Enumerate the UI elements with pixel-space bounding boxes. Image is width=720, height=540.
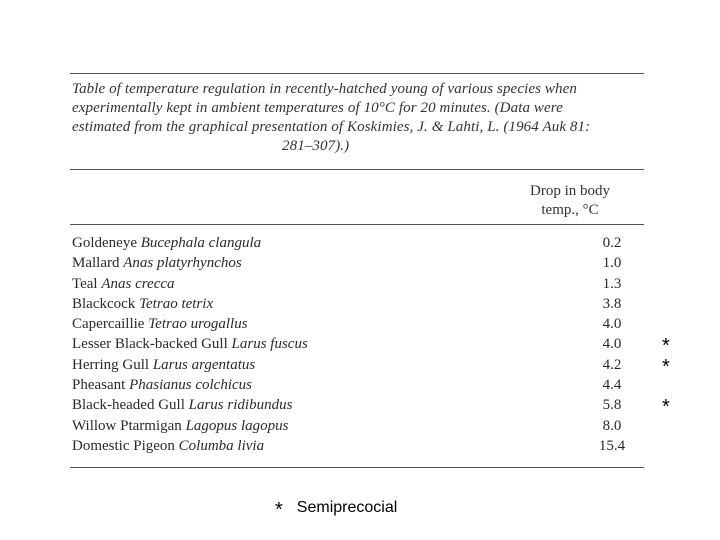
species-name bbox=[72, 416, 289, 436]
semiprecocial-marker: * bbox=[662, 396, 670, 419]
table-top-rule bbox=[70, 73, 644, 74]
table-row bbox=[72, 314, 632, 334]
temp-drop-value: 4.0 bbox=[602, 336, 622, 353]
common-name: Mallard bbox=[72, 255, 124, 272]
species-name bbox=[72, 253, 242, 273]
table-row bbox=[72, 436, 632, 456]
latin-name: Columba livia bbox=[178, 437, 265, 454]
table-caption bbox=[72, 80, 640, 156]
common-name: Goldeneye bbox=[72, 235, 141, 251]
species-name bbox=[72, 375, 252, 395]
temp-drop-value: 3.8 bbox=[602, 295, 622, 312]
species-name bbox=[72, 436, 264, 456]
header-bottom-rule bbox=[70, 224, 644, 225]
latin-name: Lagopus lagopus bbox=[185, 417, 289, 434]
legend-label: Semiprecocial bbox=[296, 499, 398, 516]
table-row bbox=[72, 253, 632, 273]
caption-line-3: estimated from the graphical presentation of Koskimies, J. & Lahti, L. (1964 Auk 81: bbox=[72, 119, 591, 135]
species-name bbox=[72, 395, 292, 415]
table-row bbox=[72, 375, 632, 395]
common-name: Herring Gull bbox=[72, 356, 153, 373]
temp-drop-value: 0.2 bbox=[602, 235, 622, 251]
semiprecocial-marker: * bbox=[662, 335, 670, 358]
common-name: Pheasant bbox=[72, 377, 130, 394]
legend bbox=[275, 496, 398, 521]
column-header-line-2: temp., °C bbox=[541, 202, 599, 218]
common-name: Black-headed Gull bbox=[72, 397, 189, 414]
latin-name: Anas crecca bbox=[101, 275, 175, 292]
latin-name: Tetrao tetrix bbox=[139, 295, 214, 312]
caption-bottom-rule bbox=[70, 169, 644, 170]
caption-line-1: Table of temperature regulation in recently-hatched young of various species when bbox=[72, 81, 577, 97]
table-row bbox=[72, 233, 632, 253]
table-row bbox=[72, 395, 670, 419]
species-name bbox=[72, 355, 255, 375]
latin-name: Larus fuscus bbox=[231, 336, 308, 353]
latin-name: Anas platyrhynchos bbox=[123, 255, 242, 272]
species-name bbox=[72, 314, 248, 334]
common-name: Teal bbox=[72, 275, 102, 292]
latin-name: Larus argentatus bbox=[152, 356, 256, 373]
common-name: Lesser Black-backed Gull bbox=[72, 336, 232, 353]
legend-asterisk-icon: * bbox=[275, 499, 283, 521]
latin-name: Phasianus colchicus bbox=[129, 377, 252, 394]
table-body bbox=[72, 233, 670, 456]
table-row bbox=[72, 355, 670, 378]
table-row bbox=[72, 274, 632, 294]
common-name: Capercaillie bbox=[72, 316, 149, 333]
temp-drop-value: 15.4 bbox=[598, 437, 626, 454]
caption-line-2: experimentally kept in ambient temperatures of 10°C for 20 minutes. (Data were bbox=[72, 100, 563, 116]
temp-drop-value: 1.3 bbox=[602, 275, 622, 292]
temp-drop-value: 5.8 bbox=[602, 397, 622, 414]
species-name bbox=[72, 294, 213, 314]
species-name bbox=[72, 274, 175, 294]
common-name: Domestic Pigeon bbox=[72, 437, 179, 454]
column-header-line-1: Drop in body bbox=[530, 183, 610, 199]
latin-name: Tetrao urogallus bbox=[148, 316, 248, 333]
column-header-drop-in-body-temp bbox=[505, 182, 635, 220]
temp-drop-value: 4.4 bbox=[602, 377, 622, 394]
latin-name: Bucephala clangula bbox=[140, 235, 262, 251]
latin-name: Larus ridibundus bbox=[188, 397, 293, 414]
table-row bbox=[72, 416, 632, 436]
common-name: Blackcock bbox=[72, 295, 140, 312]
temp-drop-value: 4.0 bbox=[602, 316, 622, 333]
species-name bbox=[72, 233, 261, 253]
common-name: Willow Ptarmigan bbox=[72, 417, 186, 434]
caption-line-4: 281–307).) bbox=[282, 138, 350, 154]
species-name bbox=[72, 334, 308, 354]
semiprecocial-marker: * bbox=[662, 355, 670, 378]
table-row bbox=[72, 294, 632, 314]
temp-drop-value: 8.0 bbox=[602, 417, 622, 434]
temp-drop-value: 4.2 bbox=[602, 356, 622, 373]
temp-drop-value: 1.0 bbox=[602, 255, 622, 272]
table-row bbox=[72, 334, 670, 358]
table-bottom-rule bbox=[70, 467, 644, 468]
